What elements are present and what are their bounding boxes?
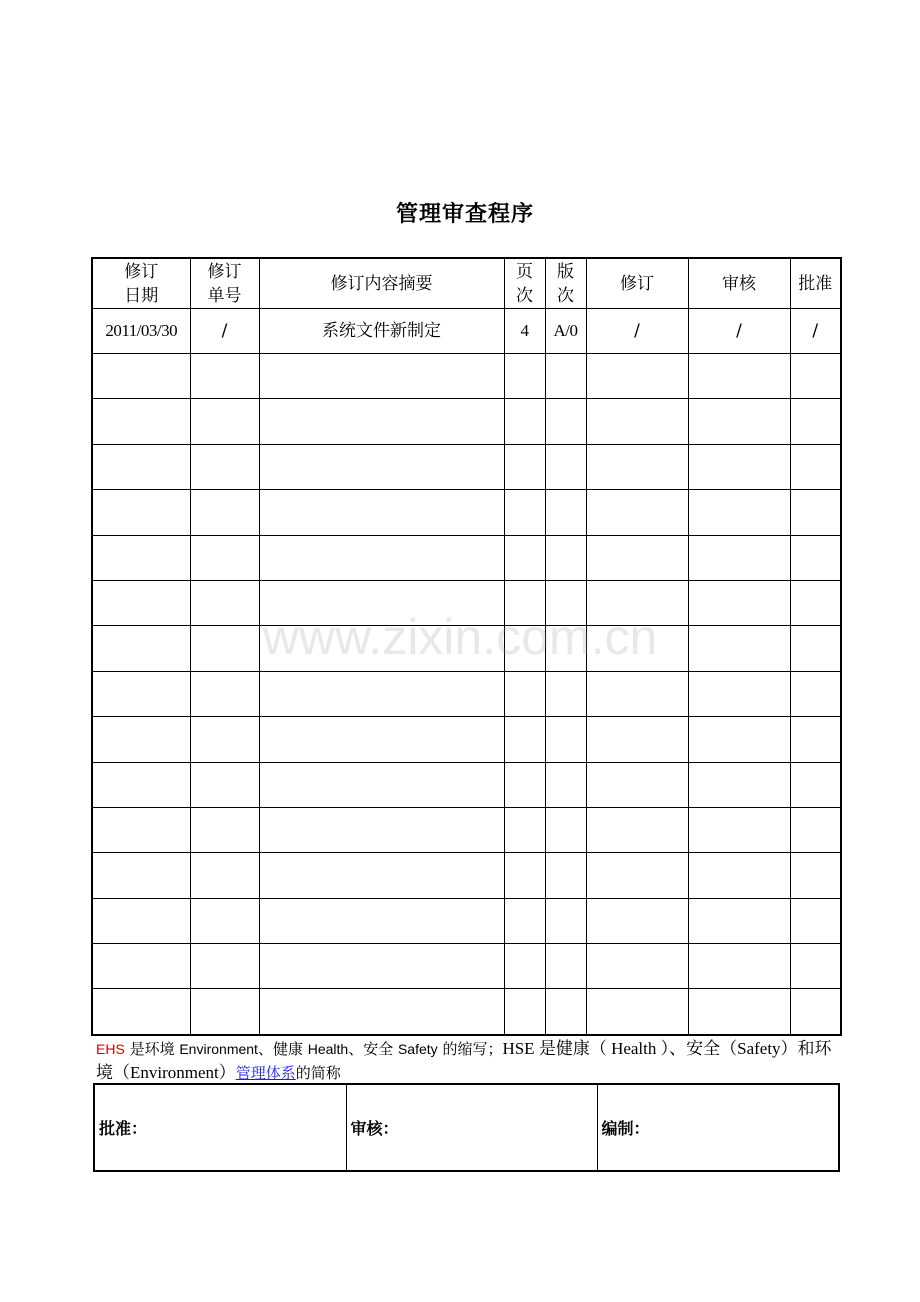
cell-page-count: 4	[504, 309, 545, 354]
table-cell	[504, 535, 545, 580]
table-cell	[545, 626, 586, 671]
header-row	[92, 258, 841, 309]
table-cell	[688, 626, 790, 671]
table-cell	[586, 490, 688, 535]
table-row	[92, 807, 841, 852]
table-cell	[259, 399, 504, 444]
prepare-label: 编制：	[597, 1084, 839, 1171]
table-cell	[504, 671, 545, 716]
table-cell	[92, 580, 190, 625]
table-cell	[586, 989, 688, 1035]
approve-label: 批准：	[94, 1084, 346, 1171]
table-cell	[504, 580, 545, 625]
table-cell	[259, 807, 504, 852]
table-cell	[688, 989, 790, 1035]
table-cell	[545, 853, 586, 898]
table-cell	[688, 898, 790, 943]
table-cell	[190, 580, 259, 625]
table-cell	[190, 354, 259, 399]
table-cell	[259, 444, 504, 489]
table-cell	[504, 444, 545, 489]
table-cell	[790, 853, 841, 898]
table-cell	[586, 762, 688, 807]
table-cell	[790, 580, 841, 625]
table-cell	[259, 535, 504, 580]
table-cell	[190, 944, 259, 989]
signature-table	[93, 1083, 840, 1172]
table-cell	[586, 580, 688, 625]
table-cell	[688, 944, 790, 989]
table-cell	[586, 944, 688, 989]
table-cell	[504, 354, 545, 399]
header-revision-number: 修订 单号	[190, 258, 259, 309]
table-cell	[790, 535, 841, 580]
table-cell	[586, 671, 688, 716]
ehs-label: EHS	[96, 1041, 125, 1057]
table-row	[92, 717, 841, 762]
table-cell	[190, 898, 259, 943]
note-safety: Safety	[397, 1041, 438, 1057]
table-cell	[190, 807, 259, 852]
table-cell	[545, 944, 586, 989]
table-cell	[586, 444, 688, 489]
table-cell	[259, 898, 504, 943]
table-cell	[190, 626, 259, 671]
table-cell	[190, 490, 259, 535]
table-cell	[790, 898, 841, 943]
table-cell	[190, 853, 259, 898]
table-cell	[504, 807, 545, 852]
table-cell	[92, 853, 190, 898]
table-cell	[504, 762, 545, 807]
table-cell	[688, 490, 790, 535]
table-cell	[545, 354, 586, 399]
table-cell	[545, 580, 586, 625]
table-row	[92, 989, 841, 1035]
table-cell	[259, 671, 504, 716]
note-tail: 的简称	[295, 1064, 341, 1082]
table-cell	[586, 853, 688, 898]
table-cell	[586, 898, 688, 943]
table-row	[92, 399, 841, 444]
table-cell	[688, 580, 790, 625]
table-cell	[790, 671, 841, 716]
table-cell	[259, 989, 504, 1035]
table-cell	[688, 444, 790, 489]
cell-revision-summary: 系统文件新制定	[259, 309, 504, 354]
table-row	[92, 626, 841, 671]
header-approved-by: 批准	[790, 258, 841, 309]
note-part1: 是环境	[124, 1040, 180, 1058]
review-label: 审核：	[346, 1084, 597, 1171]
note-environment: Environment	[179, 1041, 258, 1057]
table-row	[92, 580, 841, 625]
table-row	[92, 354, 841, 399]
header-revision-date: 修订 日期	[92, 258, 190, 309]
table-cell	[545, 717, 586, 762]
watermark-text: www.zixin.com.cn	[262, 609, 658, 665]
table-cell	[504, 717, 545, 762]
table-cell	[259, 762, 504, 807]
table-cell	[92, 989, 190, 1035]
table-cell	[190, 717, 259, 762]
table-cell	[586, 354, 688, 399]
table-cell	[504, 490, 545, 535]
cell-revision-date: 2011/03/30	[92, 309, 190, 354]
table-cell	[190, 399, 259, 444]
table-row	[92, 535, 841, 580]
signature-row	[94, 1084, 839, 1171]
table-cell	[586, 807, 688, 852]
table-cell	[586, 717, 688, 762]
table-cell	[190, 444, 259, 489]
table-row	[92, 853, 841, 898]
table-cell	[790, 807, 841, 852]
note-part2: 、健康	[257, 1040, 308, 1058]
note-part4: 的缩写；	[437, 1040, 503, 1058]
header-version: 版 次	[545, 258, 586, 309]
table-cell	[259, 853, 504, 898]
table-row	[92, 309, 841, 354]
table-cell	[504, 853, 545, 898]
cell-approved-by: /	[790, 309, 841, 354]
table-cell	[504, 399, 545, 444]
cell-revision-number: /	[190, 309, 259, 354]
note-hse-text: HSE 是健康（ Health ）、安全（Safety）和环境（Environment）	[96, 1039, 832, 1082]
document-title: 管理审查程序	[395, 202, 534, 227]
table-cell	[688, 671, 790, 716]
table-cell	[92, 444, 190, 489]
table-cell	[92, 490, 190, 535]
revision-history-table	[91, 257, 842, 1036]
table-cell	[790, 989, 841, 1035]
table-cell	[504, 944, 545, 989]
table-cell	[190, 762, 259, 807]
table-cell	[545, 671, 586, 716]
table-cell	[259, 580, 504, 625]
table-cell	[92, 399, 190, 444]
table-cell	[790, 944, 841, 989]
table-cell	[545, 490, 586, 535]
table-cell	[259, 944, 504, 989]
table-cell	[504, 898, 545, 943]
table-cell	[586, 626, 688, 671]
management-system-link[interactable]: 管理体系	[235, 1064, 296, 1082]
table-cell	[790, 490, 841, 535]
note-part3: 、安全	[348, 1040, 398, 1058]
table-cell	[92, 762, 190, 807]
table-cell	[92, 354, 190, 399]
table-cell	[92, 626, 190, 671]
table-cell	[259, 626, 504, 671]
table-cell	[545, 898, 586, 943]
table-cell	[92, 671, 190, 716]
table-row	[92, 671, 841, 716]
table-cell	[504, 989, 545, 1035]
table-cell	[92, 535, 190, 580]
table-cell	[586, 535, 688, 580]
table-cell	[688, 807, 790, 852]
ehs-note	[96, 1037, 834, 1085]
table-row	[92, 762, 841, 807]
table-row	[92, 898, 841, 943]
cell-reviewed-by: /	[688, 309, 790, 354]
table-cell	[259, 717, 504, 762]
table-cell	[259, 354, 504, 399]
header-revised-by: 修订	[586, 258, 688, 309]
table-cell	[688, 535, 790, 580]
table-cell	[790, 444, 841, 489]
table-cell	[190, 535, 259, 580]
table-cell	[190, 989, 259, 1035]
table-cell	[688, 853, 790, 898]
cell-version: A/0	[545, 309, 586, 354]
table-cell	[504, 626, 545, 671]
table-cell	[545, 807, 586, 852]
table-cell	[790, 717, 841, 762]
table-cell	[190, 671, 259, 716]
table-cell	[688, 354, 790, 399]
header-revision-summary: 修订内容摘要	[259, 258, 504, 309]
table-cell	[790, 762, 841, 807]
table-cell	[545, 989, 586, 1035]
table-cell	[688, 762, 790, 807]
table-cell	[790, 399, 841, 444]
table-cell	[92, 944, 190, 989]
table-cell	[545, 762, 586, 807]
table-cell	[545, 535, 586, 580]
cell-revised-by: /	[586, 309, 688, 354]
table-row	[92, 490, 841, 535]
table-cell	[790, 354, 841, 399]
table-cell	[92, 898, 190, 943]
table-cell	[586, 399, 688, 444]
table-cell	[545, 399, 586, 444]
header-reviewed-by: 审核	[688, 258, 790, 309]
table-cell	[790, 626, 841, 671]
table-row	[92, 944, 841, 989]
table-cell	[688, 399, 790, 444]
table-cell	[545, 444, 586, 489]
table-cell	[688, 717, 790, 762]
header-page-count: 页 次	[504, 258, 545, 309]
table-cell	[92, 717, 190, 762]
note-health: Health	[307, 1041, 349, 1057]
table-cell	[92, 807, 190, 852]
table-cell	[259, 490, 504, 535]
table-row	[92, 444, 841, 489]
